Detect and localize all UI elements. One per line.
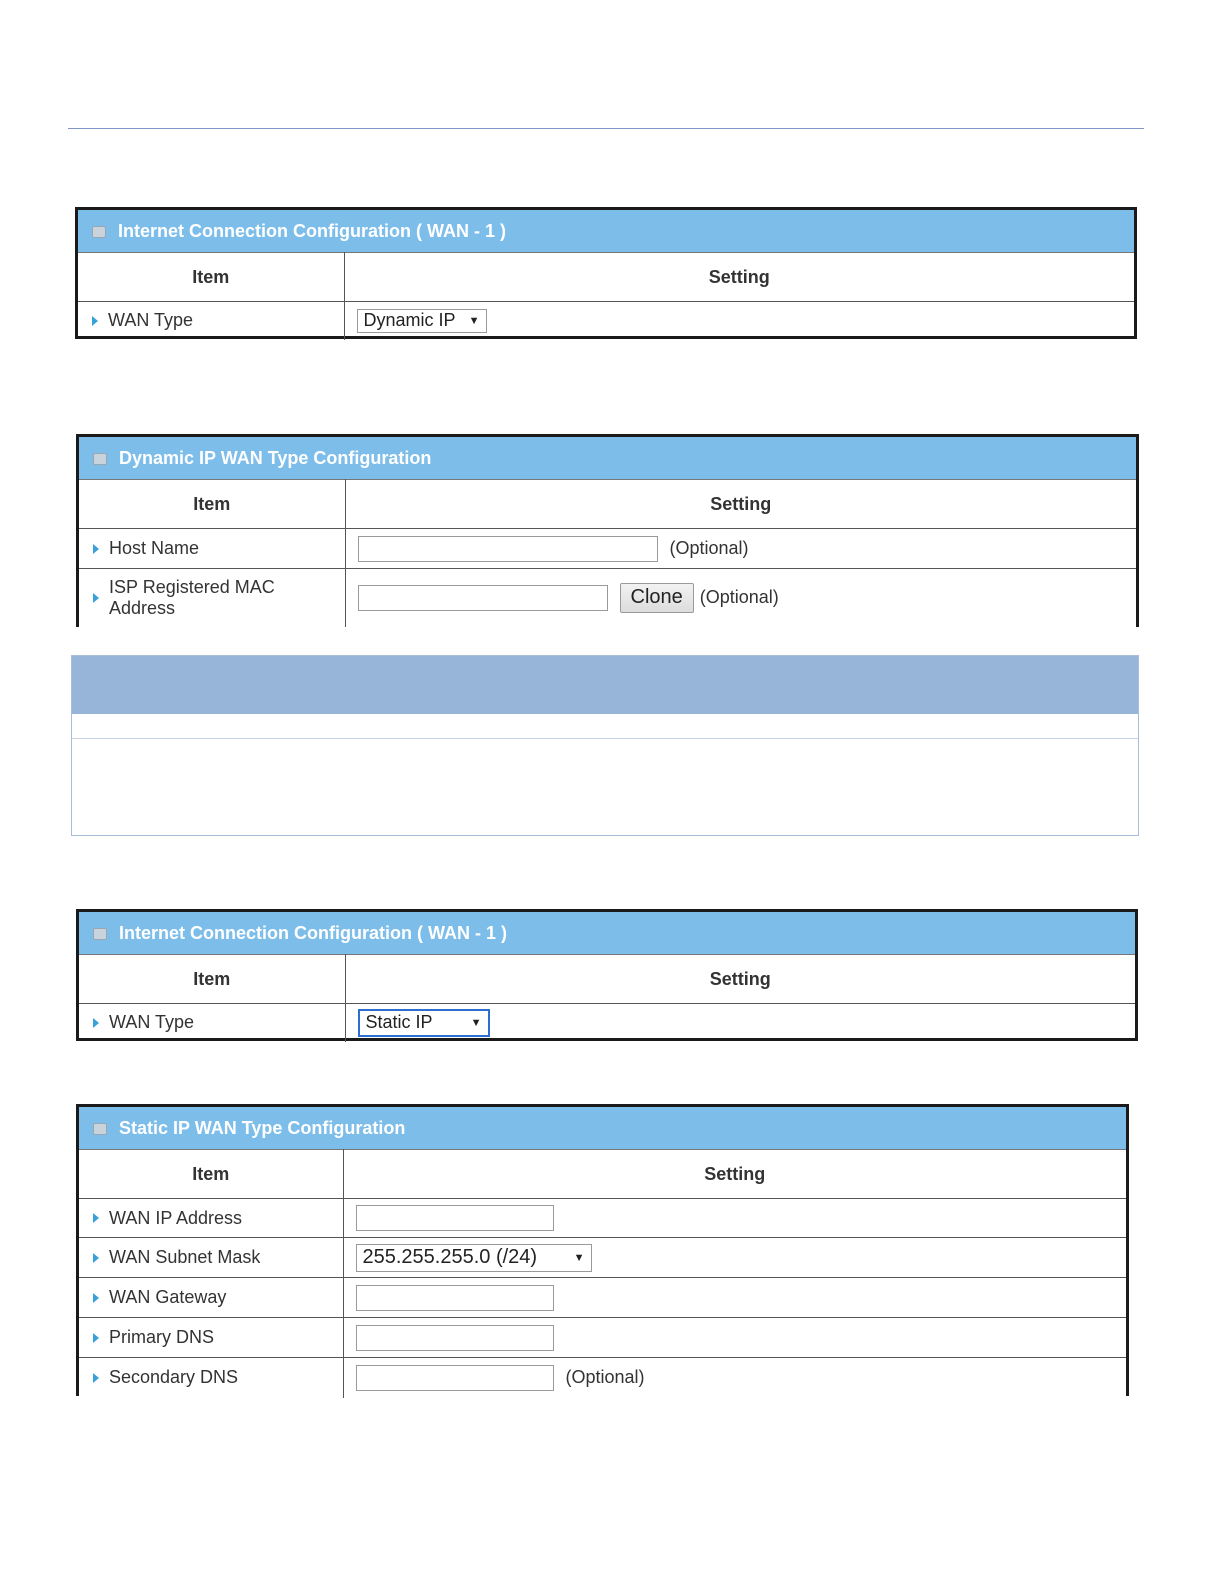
dynamic-ip-config-panel xyxy=(76,434,1139,627)
panel-header-icon xyxy=(92,226,106,238)
wan-type-label: WAN Type xyxy=(109,1012,195,1033)
column-header-setting: Setting xyxy=(343,1150,1126,1199)
mac-address-label: ISP Registered MAC Address xyxy=(109,576,275,618)
panel-header-icon xyxy=(93,928,107,940)
wan1-connection-panel xyxy=(75,207,1137,339)
panel-title: Internet Connection Configuration ( WAN - 1 ) xyxy=(119,922,507,943)
gateway-label: WAN Gateway xyxy=(109,1287,227,1307)
host-name-input[interactable] xyxy=(358,536,658,562)
clone-button[interactable]: Clone xyxy=(620,583,694,613)
dropdown-arrow-icon: ▼ xyxy=(470,1016,482,1029)
primary-dns-label: Primary DNS xyxy=(109,1327,215,1347)
panel-header xyxy=(79,912,1135,954)
wan-ip-input[interactable] xyxy=(356,1205,554,1231)
row-arrow-icon xyxy=(93,1213,99,1223)
panel-title: Dynamic IP WAN Type Configuration xyxy=(119,447,432,468)
blank-info-panel xyxy=(71,655,1139,836)
column-header-item: Item xyxy=(79,1150,343,1199)
blank-panel-subheader xyxy=(72,714,1138,739)
mac-address-input[interactable] xyxy=(358,585,608,611)
panel-header-icon xyxy=(93,1123,107,1135)
panel-header-icon xyxy=(93,453,107,465)
row-arrow-icon xyxy=(93,1333,99,1343)
secondary-dns-optional-note: (Optional) xyxy=(565,1367,645,1388)
row-arrow-icon xyxy=(93,1373,99,1383)
config-table xyxy=(78,252,1134,340)
host-name-label: Host Name xyxy=(109,538,200,558)
wan-ip-label: WAN IP Address xyxy=(109,1207,243,1228)
panel-header xyxy=(79,437,1136,479)
wan1-connection-panel-static xyxy=(76,909,1138,1041)
primary-dns-input[interactable] xyxy=(356,1325,554,1351)
column-header-item: Item xyxy=(78,253,344,302)
column-header-item: Item xyxy=(79,955,345,1004)
secondary-dns-input[interactable] xyxy=(356,1365,554,1391)
config-table xyxy=(79,479,1136,627)
row-arrow-icon xyxy=(93,593,99,603)
wan-type-select[interactable]: Static IP ▼ xyxy=(358,1009,490,1037)
config-table xyxy=(79,1149,1126,1398)
gateway-input[interactable] xyxy=(356,1285,554,1311)
wan-type-select[interactable]: Dynamic IP ▼ xyxy=(357,309,487,333)
row-arrow-icon xyxy=(93,544,99,554)
column-header-setting: Setting xyxy=(345,480,1136,529)
mac-optional-note: (Optional) xyxy=(699,587,779,608)
row-arrow-icon xyxy=(92,316,98,326)
dropdown-arrow-icon: ▼ xyxy=(468,314,480,327)
host-name-optional-note: (Optional) xyxy=(669,538,749,558)
dropdown-arrow-icon: ▼ xyxy=(573,1251,585,1264)
column-header-item: Item xyxy=(79,480,345,529)
column-header-setting: Setting xyxy=(344,253,1134,302)
panel-header xyxy=(78,210,1134,252)
panel-title: Static IP WAN Type Configuration xyxy=(119,1117,406,1138)
row-arrow-icon xyxy=(93,1018,99,1028)
secondary-dns-label: Secondary DNS xyxy=(109,1367,239,1388)
row-arrow-icon xyxy=(93,1253,99,1263)
panel-header xyxy=(79,1107,1126,1149)
top-divider xyxy=(68,128,1144,129)
panel-title: Internet Connection Configuration ( WAN - 1 ) xyxy=(118,220,506,241)
config-table xyxy=(79,954,1135,1042)
row-arrow-icon xyxy=(93,1293,99,1303)
subnet-mask-label: WAN Subnet Mask xyxy=(109,1247,261,1267)
static-ip-config-panel xyxy=(76,1104,1129,1396)
subnet-mask-select[interactable]: 255.255.255.0 (/24) ▼ xyxy=(356,1244,592,1272)
blank-panel-header xyxy=(72,656,1138,714)
column-header-setting: Setting xyxy=(345,955,1135,1004)
wan-type-label: WAN Type xyxy=(108,310,194,331)
